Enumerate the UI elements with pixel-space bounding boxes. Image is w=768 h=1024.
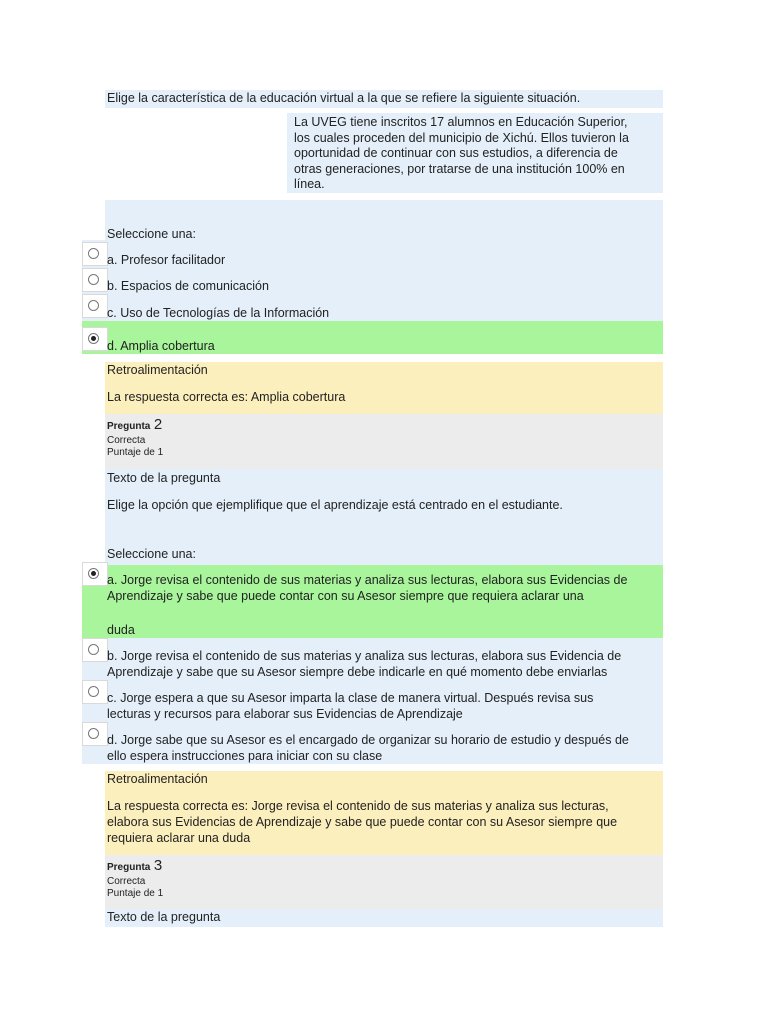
q3-text-header: Texto de la pregunta (107, 910, 221, 924)
q3-label: Pregunta (107, 862, 151, 873)
q2-option-a-line[interactable]: a. Jorge revisa el contenido de sus materias y analiza sus lecturas, elabora sus Evidencias de (107, 573, 628, 587)
q1-option-d-label[interactable]: d. Amplia cobertura (107, 339, 215, 353)
q2-number: 2 (153, 416, 163, 433)
q1-scenario-line: línea. (294, 177, 325, 191)
q2-feedback-title: Retroalimentación (107, 772, 208, 786)
q2-feedback-line: La respuesta correcta es: Jorge revisa el contenido de sus materias y analiza sus lecturas, (107, 799, 609, 813)
q1-scenario-box (287, 113, 663, 193)
q1-option-c-label[interactable]: c. Uso de Tecnologías de la Información (107, 306, 330, 320)
q1-feedback-text: La respuesta correcta es: Amplia cobertura (107, 390, 346, 404)
q1-prompt-box (105, 90, 663, 108)
q2-title (107, 417, 162, 435)
q2-feedback-line: elabora sus Evidencias de Aprendizaje y sabe que puede contar con su Asesor siempre que (107, 815, 618, 829)
q3-text-header-box (105, 909, 663, 927)
q2-score: Puntaje de 1 (107, 447, 164, 458)
q2-option-b-line[interactable]: Aprendizaje y sabe que su Asesor siempre debe indicarle en qué momento debe enviarlas (107, 665, 608, 679)
q2-option-d-line[interactable]: d. Jorge sabe que su Asesor es el encargado de organizar su horario de estudio y después de (107, 733, 629, 747)
q2-select-label: Seleccione una: (107, 547, 196, 561)
q3-title (107, 858, 162, 876)
q1-scenario-line: otras generaciones, por tratarse de una institución 100% en (294, 161, 625, 176)
q2-label: Pregunta (107, 421, 151, 432)
q2-option-d-line[interactable]: ello espera instrucciones para iniciar con su clase (107, 749, 383, 763)
q2-option-b-radio[interactable] (82, 638, 108, 662)
q1-option-b-radio[interactable] (82, 268, 108, 292)
q2-option-a-line[interactable]: duda (107, 623, 135, 637)
q1-option-c-radio[interactable] (82, 294, 108, 318)
q3-score: Puntaje de 1 (107, 888, 164, 899)
q1-option-b-label[interactable]: b. Espacios de comunicación (107, 279, 269, 293)
q2-feedback-line: requiera aclarar una duda (107, 831, 251, 845)
q1-option-d-radio[interactable] (82, 327, 108, 351)
q1-scenario-line: La UVEG tiene inscritos 17 alumnos en Educación Superior, (294, 115, 628, 129)
q2-option-c-line[interactable]: c. Jorge espera a que su Asesor imparta la clase de manera virtual. Después revisa sus (107, 691, 594, 705)
q2-text-header: Texto de la pregunta (107, 471, 221, 485)
q3-info-box (105, 855, 663, 909)
q1-prompt: Elige la característica de la educación virtual a la que se refiere la siguiente situación. (107, 91, 581, 105)
q1-feedback-box (105, 362, 663, 414)
q2-prompt-box (105, 469, 663, 565)
q2-option-c-radio[interactable] (82, 680, 108, 704)
q1-option-a-label[interactable]: a. Profesor facilitador (107, 253, 226, 267)
q2-feedback-box (105, 771, 663, 855)
q2-option-a-line[interactable]: Aprendizaje y sabe que puede contar con su Asesor siempre que requiera aclarar una (107, 589, 584, 603)
q3-status: Correcta (107, 876, 146, 887)
q2-option-a-radio[interactable] (82, 562, 108, 586)
q1-select-label: Seleccione una: (107, 227, 196, 241)
q2-option-b-line[interactable]: b. Jorge revisa el contenido de sus materias y analiza sus lecturas, elabora sus Evidencia de (107, 649, 622, 663)
q3-number: 3 (153, 857, 163, 874)
q2-prompt: Elige la opción que ejemplifique que el aprendizaje está centrado en el estudiante. (107, 498, 563, 512)
q2-option-d-radio[interactable] (82, 722, 108, 746)
q1-feedback-title: Retroalimentación (107, 363, 208, 377)
q1-scenario-line: los cuales proceden del municipio de Xichú. Ellos tuvieron la (294, 130, 629, 145)
q1-scenario-line: oportunidad de continuar con sus estudios, a diferencia de (294, 146, 618, 160)
q1-option-a-radio[interactable] (82, 242, 108, 266)
q2-info-box (105, 414, 663, 469)
q2-status: Correcta (107, 435, 146, 446)
q2-option-c-line[interactable]: lecturas y recursos para elaborar sus Evidencias de Aprendizaje (107, 707, 463, 721)
